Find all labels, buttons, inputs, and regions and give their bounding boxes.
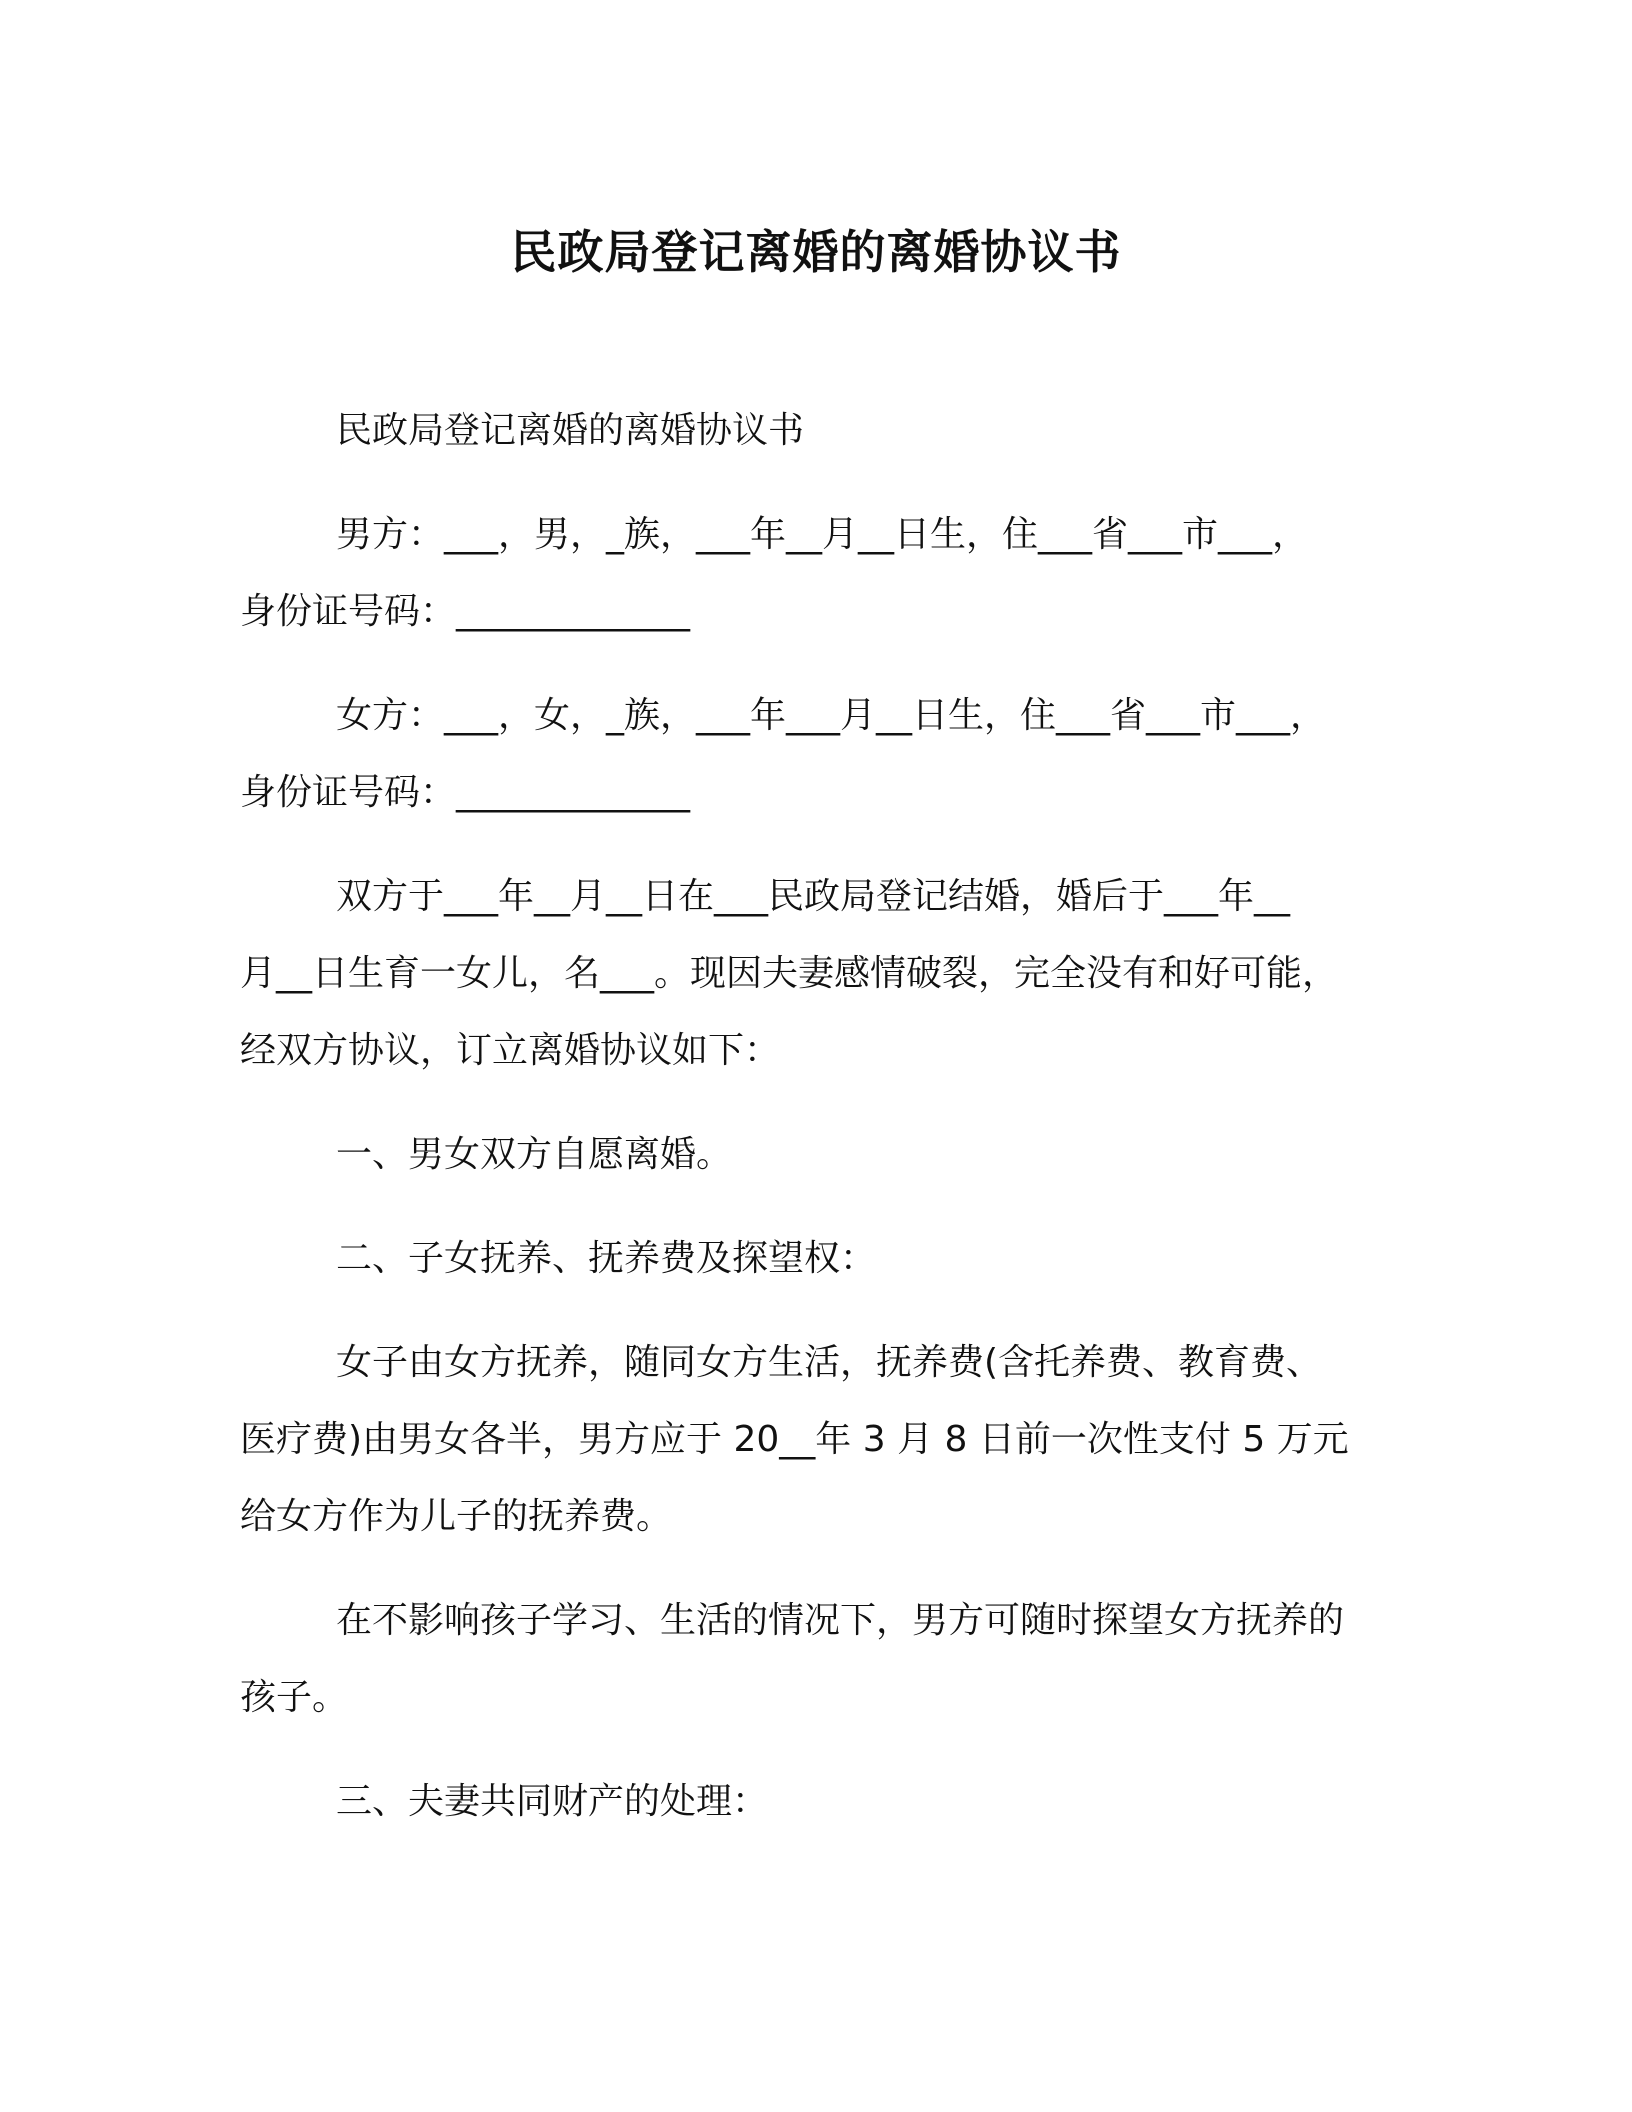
paragraph-custody — [240, 1324, 1390, 1555]
paragraph-line: 身份证号码：_____________ — [240, 772, 691, 813]
paragraph-line: 给女方作为儿子的抚养费。 — [240, 1496, 673, 1537]
paragraph-line: 医疗费)由男女各半，男方应于 20__年 3 月 8 日前一次性支付 5 万元 — [240, 1419, 1349, 1460]
paragraph-line: 一、男女双方自愿离婚。 — [336, 1134, 733, 1175]
paragraph-line: 孩子。 — [240, 1677, 349, 1718]
document-body — [240, 392, 1390, 1867]
paragraph-line: 三、夫妻共同财产的处理： — [336, 1781, 769, 1822]
paragraph-line: 民政局登记离婚的离婚协议书 — [336, 410, 805, 451]
paragraph-line: 二、子女抚养、抚养费及探望权： — [336, 1238, 877, 1279]
paragraph-clause-two — [240, 1220, 1390, 1297]
paragraph-clause-one — [240, 1116, 1390, 1193]
paragraph-clause-three — [240, 1763, 1390, 1840]
paragraph-line: 女子由女方抚养，随同女方生活，抚养费(含托养费、教育费、 — [336, 1342, 1323, 1383]
paragraph-visitation — [240, 1582, 1390, 1736]
paragraph-marriage-info — [240, 858, 1390, 1089]
paragraph-line: 女方：___，女，_族，___年___月__日生，住___省___市___， — [336, 695, 1327, 736]
paragraph-male-party — [240, 496, 1390, 650]
paragraph-line: 双方于___年__月__日在___民政局登记结婚，婚后于___年__ — [336, 876, 1291, 917]
paragraph-line: 月__日生育一女儿，名___。现因夫妻感情破裂，完全没有和好可能， — [240, 953, 1339, 994]
paragraph-female-party — [240, 677, 1390, 831]
paragraph-line: 在不影响孩子学习、生活的情况下，男方可随时探望女方抚养的 — [336, 1600, 1345, 1641]
paragraph-line: 经双方协议，订立离婚协议如下： — [240, 1030, 781, 1071]
paragraph-subtitle — [240, 392, 1390, 469]
paragraph-line: 身份证号码：_____________ — [240, 591, 691, 632]
document-title: 民政局登记离婚的离婚协议书 — [510, 225, 1122, 279]
paragraph-line: 男方：___，男，_族，___年__月__日生，住___省___市___， — [336, 514, 1309, 555]
